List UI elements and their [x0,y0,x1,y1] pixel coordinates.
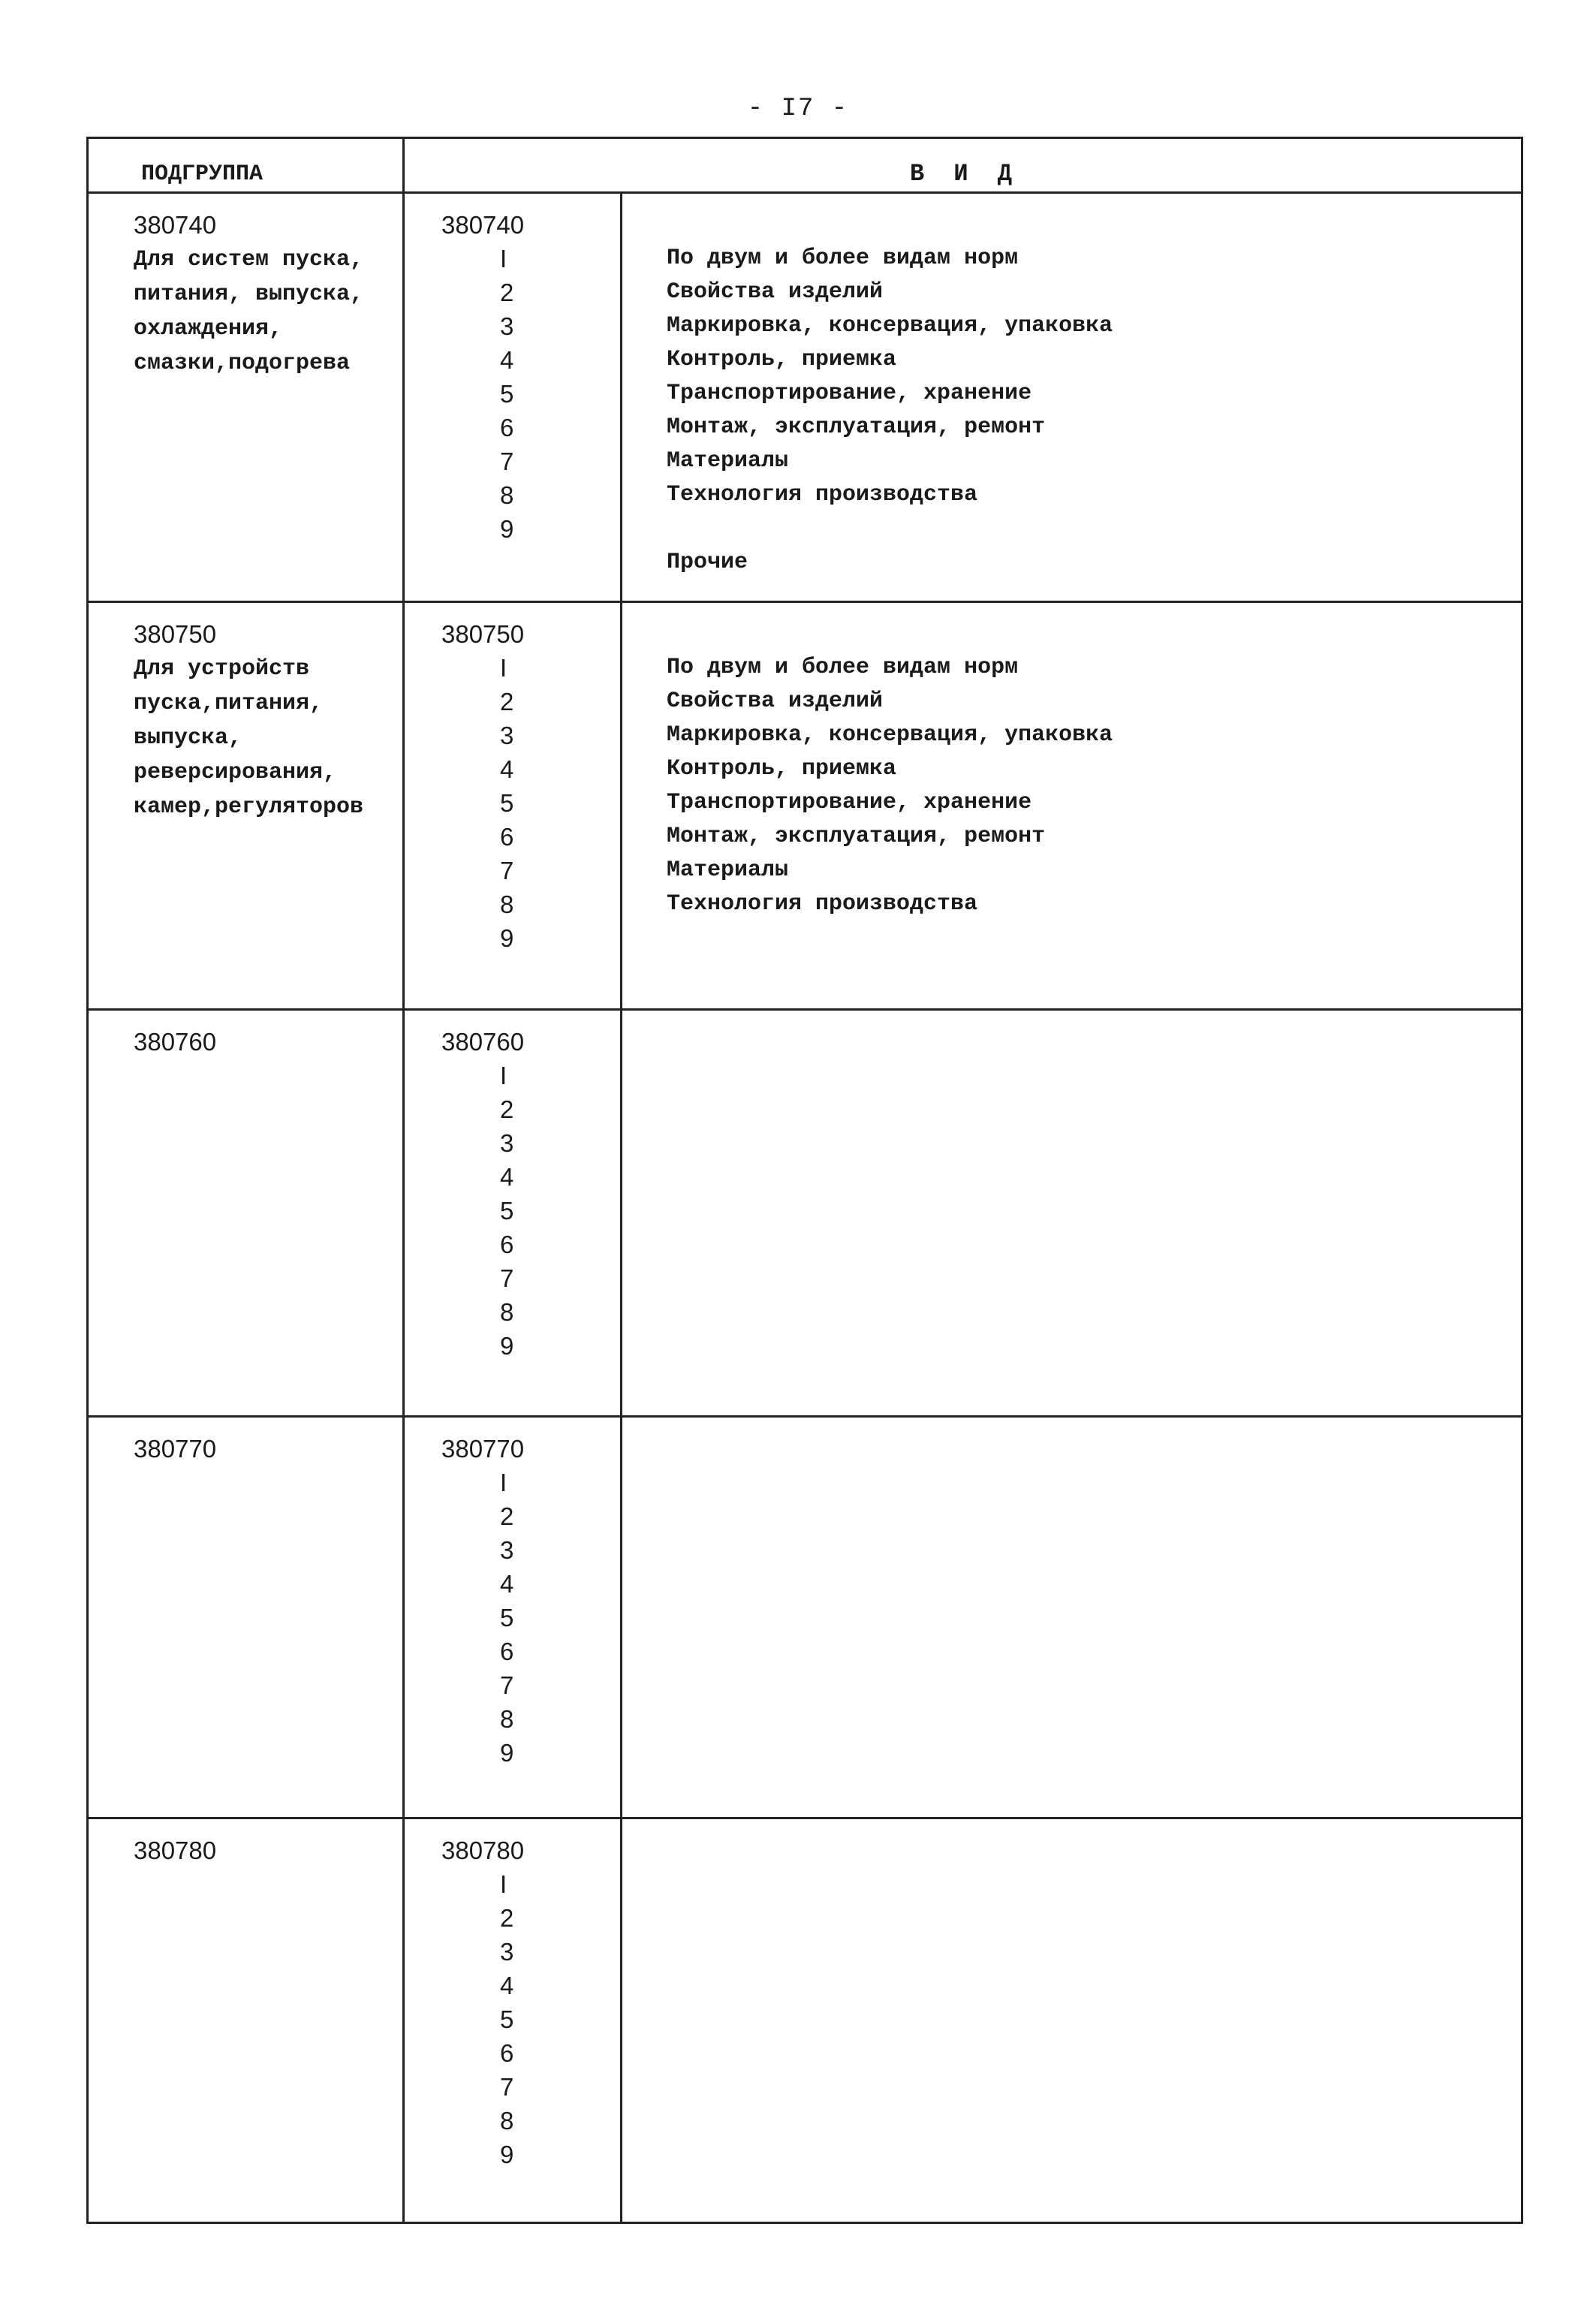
kind-digit: I [500,654,507,682]
kind-digit: 5 [500,1197,514,1225]
kind-digit: 7 [500,2073,514,2101]
kind-digit: 9 [500,515,514,543]
subgroup-description-line: питания, выпуска, [134,282,364,307]
kind-digit: 9 [500,1332,514,1360]
kind-digit: 8 [500,1705,514,1733]
page-number: - I7 - [747,95,849,123]
kind-base-code: 380770 [441,1435,525,1463]
kind-name-cell [667,1833,1492,1867]
kind-digit: 8 [500,1298,514,1326]
kind-digit: 3 [500,722,514,749]
kind-digit: 5 [500,2005,514,2033]
kind-name: Транспортирование, хранение [667,381,1032,406]
kind-digit: 4 [500,1163,514,1191]
kind-spacer [667,1432,1492,1466]
kind-digit: 2 [500,1095,514,1123]
subgroup-description-line: пуска,питания, [134,691,324,716]
kind-digit: 4 [500,346,514,374]
classification-table [86,137,1523,2224]
subgroup-description-line: Для систем пуска, [134,247,364,273]
kind-spacer [667,1833,1492,1867]
subgroup-code: 380770 [134,1435,217,1463]
kind-digit: 3 [500,1129,514,1157]
kind-digit: I [500,245,507,273]
kind-digit: 5 [500,789,514,817]
kind-digit: I [500,1870,507,1898]
kind-name: Прочие [667,550,748,575]
kind-spacer [667,617,1492,651]
kind-spacer [667,1025,1492,1059]
kind-digit: I [500,1469,507,1496]
kind-digit: 7 [500,857,514,884]
kind-digit: 9 [500,1739,514,1767]
subgroup-description-line: камер,регуляторов [134,794,364,820]
kind-digit: 3 [500,1938,514,1966]
kind-digit: 6 [500,1638,514,1665]
kind-name [667,955,1492,989]
row-divider-2 [89,1008,1521,1011]
kind-code-cell [404,617,620,955]
kind-base-code: 380750 [441,620,525,648]
kind-digit: 6 [500,414,514,441]
kind-digit: 2 [500,1502,514,1530]
row-divider-1 [89,601,1521,603]
kind-name: Материалы [667,857,789,883]
kind-name: По двум и более видам норм [667,246,1019,271]
header-subgroup: ПОДГРУППА [141,161,263,187]
kind-name-cell [667,617,1492,989]
kind-digit: 2 [500,688,514,716]
kind-name: Технология производства [667,891,978,917]
kind-digit: 2 [500,279,514,306]
kind-name [667,512,1492,546]
kind-digit: 7 [500,1264,514,1292]
subgroup-cell [134,208,389,381]
subgroup-cell [134,1833,389,1868]
kind-name: Свойства изделий [667,279,884,305]
kind-name [667,921,1492,955]
kind-name-cell [667,208,1492,580]
kind-name: Контроль, приемка [667,347,897,372]
kind-digit: 4 [500,1570,514,1598]
kind-digit: 4 [500,1972,514,1999]
kind-digit: 7 [500,1671,514,1699]
kind-digit: 5 [500,1604,514,1632]
subgroup-description-line: реверсирования, [134,760,337,785]
column-divider-2 [620,193,622,2222]
row-divider-4 [89,1817,1521,1819]
kind-digit: 8 [500,2107,514,2135]
kind-name: Контроль, приемка [667,756,897,782]
kind-digit: 6 [500,823,514,851]
header-kind: В И Д [909,160,1019,188]
row-divider-3 [89,1415,1521,1418]
subgroup-description-line: смазки,подогрева [134,351,351,376]
subgroup-description-line: Для устройств [134,656,310,682]
subgroup-code: 380780 [134,1836,217,1864]
kind-name-cell [667,1432,1492,1466]
header-divider [89,191,1521,194]
kind-digit: 6 [500,1231,514,1258]
kind-base-code: 380740 [441,211,525,239]
subgroup-cell [134,1432,389,1466]
kind-digit: 8 [500,890,514,918]
kind-digit: 5 [500,380,514,408]
kind-name: Маркировка, консервация, упаковка [667,313,1113,339]
kind-name-cell [667,1025,1492,1059]
subgroup-cell [134,617,389,824]
kind-digit: 4 [500,755,514,783]
kind-digit: 8 [500,481,514,509]
kind-name: Монтаж, эксплуатация, ремонт [667,824,1046,849]
kind-digit: 7 [500,447,514,475]
kind-name: Свойства изделий [667,688,884,714]
kind-code-cell [404,208,620,546]
kind-digit: 3 [500,312,514,340]
kind-name: Маркировка, консервация, упаковка [667,722,1113,748]
kind-digit: 6 [500,2039,514,2067]
subgroup-cell [134,1025,389,1059]
subgroup-code: 380740 [134,211,217,239]
kind-name: Материалы [667,448,789,474]
kind-name: Монтаж, эксплуатация, ремонт [667,414,1046,440]
kind-code-cell [404,1432,620,1770]
kind-name: Технология производства [667,482,978,508]
kind-code-cell [404,1025,620,1363]
kind-digit: 9 [500,924,514,952]
kind-digit: 2 [500,1904,514,1932]
kind-spacer [667,208,1492,242]
subgroup-description-line: охлаждения, [134,316,283,342]
kind-name: Транспортирование, хранение [667,790,1032,815]
kind-digit: 9 [500,2141,514,2168]
subgroup-description-line: выпуска, [134,725,242,751]
subgroup-code: 380750 [134,620,217,648]
kind-name: По двум и более видам норм [667,655,1019,680]
kind-code-cell [404,1833,620,2171]
kind-base-code: 380760 [441,1028,525,1056]
kind-digit: 3 [500,1536,514,1564]
kind-base-code: 380780 [441,1836,525,1864]
subgroup-code: 380760 [134,1028,217,1056]
kind-digit: I [500,1062,507,1089]
